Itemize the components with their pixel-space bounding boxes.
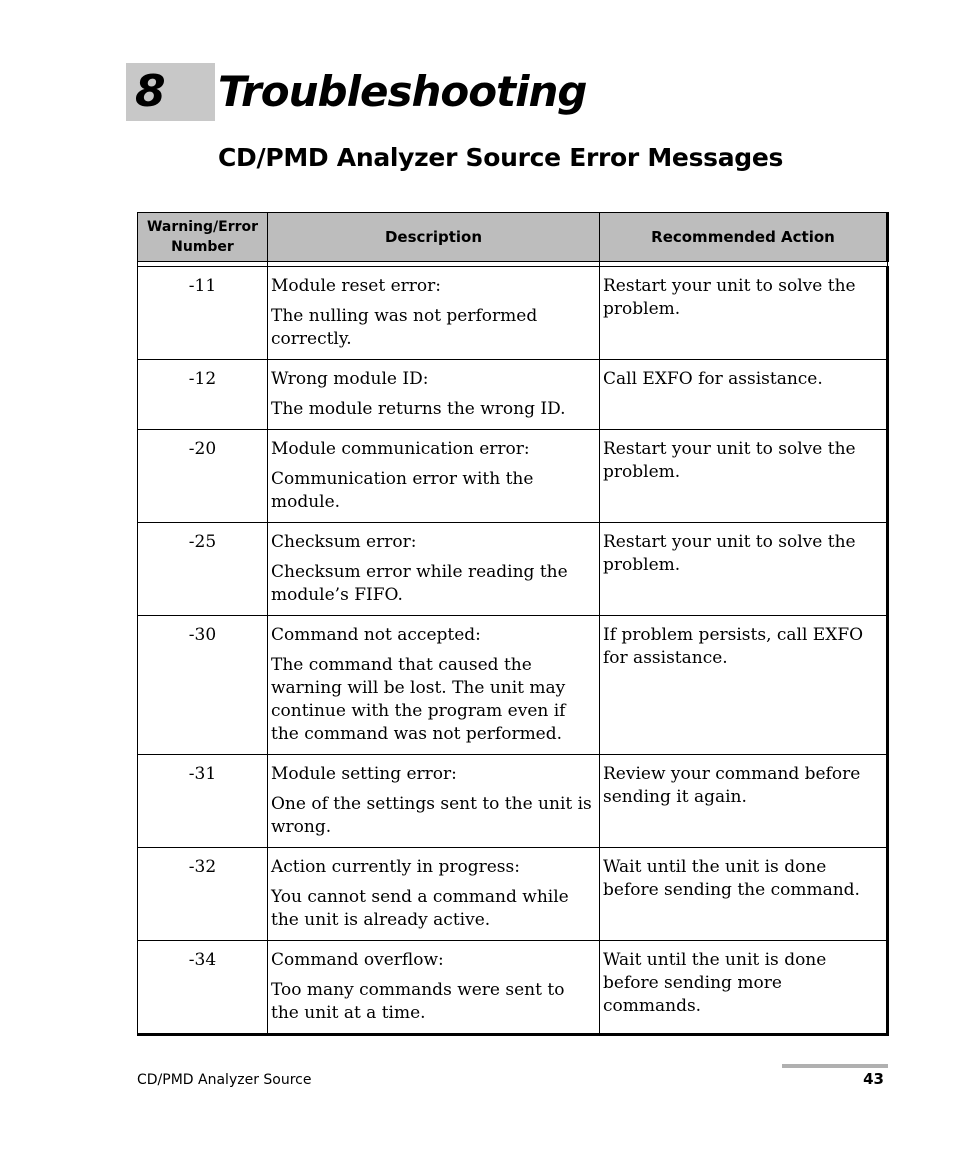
error-name: Module setting error: <box>271 764 457 784</box>
error-name: Checksum error: <box>271 532 417 552</box>
error-number: -20 <box>138 430 268 523</box>
chapter-number: 8 <box>135 66 166 117</box>
chapter-title: Troubleshooting <box>218 67 587 116</box>
description-cell <box>268 430 600 523</box>
recommended-action: Call EXFO for assistance. <box>600 360 888 430</box>
error-description: The command that caused the warning will be lost. The unit may continue with the program even if the command was not performed. <box>271 655 566 744</box>
error-description: One of the settings sent to the unit is wrong. <box>271 794 592 837</box>
error-messages-table <box>137 212 889 1036</box>
description-cell <box>268 360 600 430</box>
header-warning-error-number: Warning/Error Number <box>138 213 268 262</box>
error-number: -12 <box>138 360 268 430</box>
error-description: Too many commands were sent to the unit at a time. <box>271 980 565 1023</box>
footer-product-name: CD/PMD Analyzer Source <box>137 1072 312 1088</box>
error-number: -32 <box>138 848 268 941</box>
error-number: -25 <box>138 523 268 616</box>
recommended-action: Review your command before sending it again. <box>600 755 888 848</box>
recommended-action: Restart your unit to solve the problem. <box>600 267 888 360</box>
recommended-action: Restart your unit to solve the problem. <box>600 523 888 616</box>
error-name: Wrong module ID: <box>271 369 429 389</box>
table-row <box>138 523 888 616</box>
error-description: Communication error with the module. <box>271 469 534 512</box>
error-number: -34 <box>138 941 268 1035</box>
error-description: The module returns the wrong ID. <box>271 399 566 419</box>
header-description: Description <box>268 213 600 262</box>
error-name: Action currently in progress: <box>271 857 520 877</box>
description-cell <box>268 755 600 848</box>
table-row <box>138 430 888 523</box>
table-row <box>138 360 888 430</box>
error-description: You cannot send a command while the unit is already active. <box>271 887 569 930</box>
error-name: Command overflow: <box>271 950 444 970</box>
description-cell <box>268 267 600 360</box>
recommended-action: Wait until the unit is done before sending the command. <box>600 848 888 941</box>
description-cell <box>268 616 600 755</box>
table-row <box>138 616 888 755</box>
error-description: The nulling was not performed correctly. <box>271 306 538 349</box>
error-description: Checksum error while reading the module’s FIFO. <box>271 562 568 605</box>
section-title: CD/PMD Analyzer Source Error Messages <box>218 143 784 172</box>
footer-page-number: 43 <box>863 1070 884 1088</box>
recommended-action: Wait until the unit is done before sending more commands. <box>600 941 888 1035</box>
description-cell <box>268 523 600 616</box>
table-row <box>138 848 888 941</box>
recommended-action: Restart your unit to solve the problem. <box>600 430 888 523</box>
error-number: -11 <box>138 267 268 360</box>
header-recommended-action: Recommended Action <box>600 213 888 262</box>
error-name: Module reset error: <box>271 276 441 296</box>
error-number: -30 <box>138 616 268 755</box>
table-row <box>138 941 888 1035</box>
description-cell <box>268 848 600 941</box>
error-number: -31 <box>138 755 268 848</box>
error-name: Module communication error: <box>271 439 530 459</box>
error-name: Command not accepted: <box>271 625 481 645</box>
table-row <box>138 267 888 360</box>
table-row <box>138 755 888 848</box>
description-cell <box>268 941 600 1035</box>
table-header-row <box>138 213 888 262</box>
recommended-action: If problem persists, call EXFO for assistance. <box>600 616 888 755</box>
